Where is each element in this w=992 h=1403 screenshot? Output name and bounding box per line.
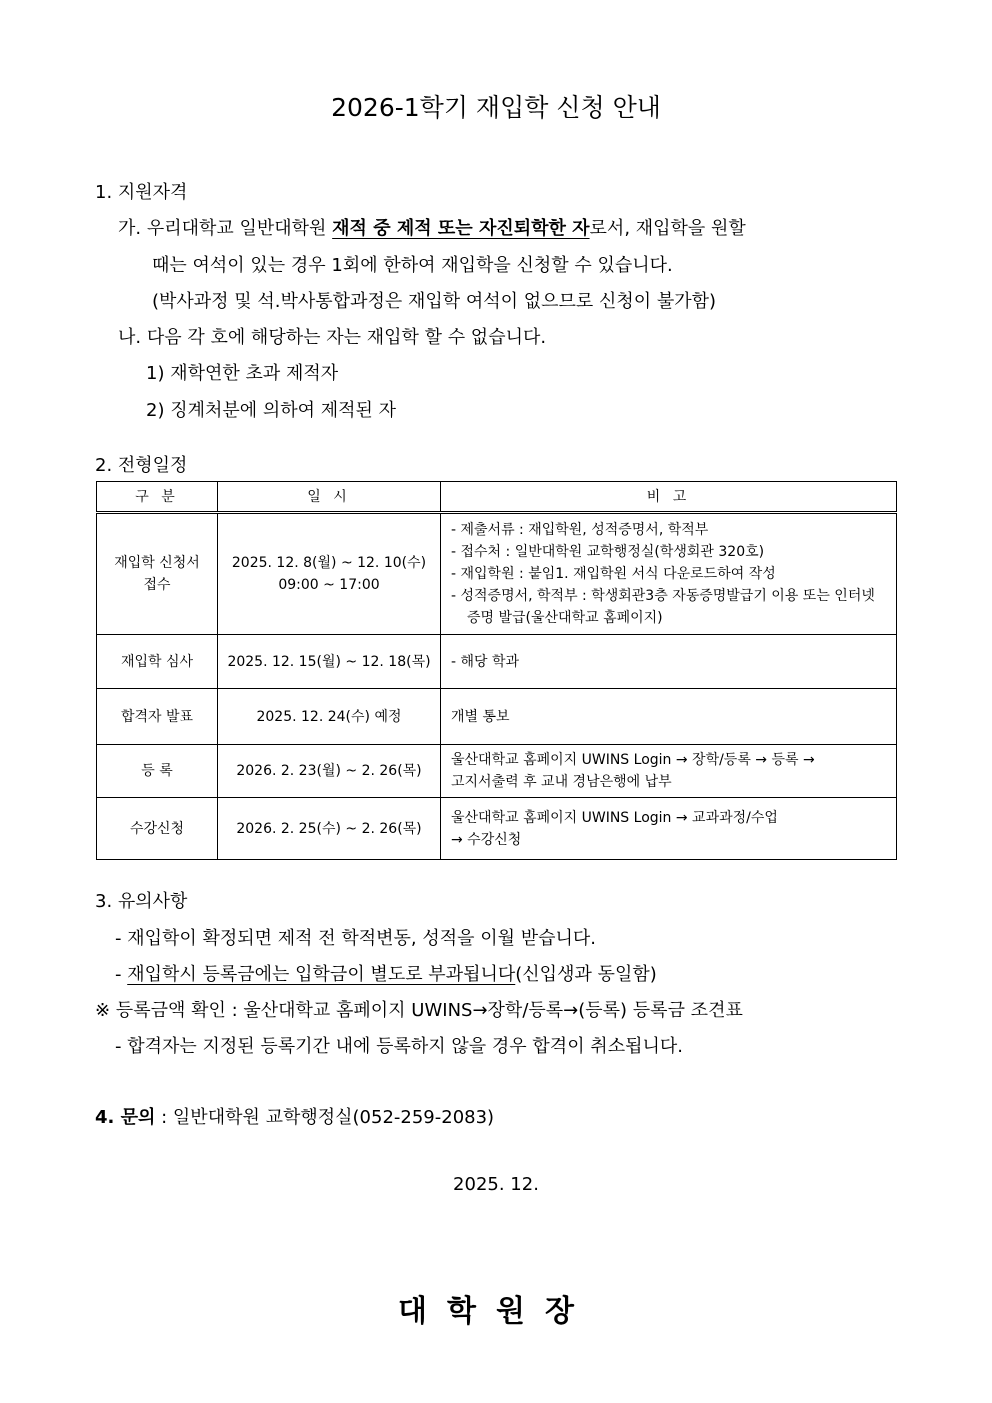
cell-note [441, 513, 897, 635]
cell-category: 수강신청 [97, 798, 218, 860]
note-item: - 재입학원 : 붙임1. 재입학원 서식 다운로드하여 작성 [451, 566, 776, 582]
s1-item-a-emphasis: 재적 중 제적 또는 자진퇴학한 자 [332, 218, 590, 239]
table-row [97, 745, 897, 798]
s1-item-a-pre: 가. 우리대학교 일반대학원 [118, 218, 333, 239]
table-row [97, 689, 897, 745]
header-date: 일 시 [218, 482, 441, 513]
section-2-heading: 2. 전형일정 [95, 455, 188, 476]
cell-date-line2: 09:00 ~ 17:00 [278, 577, 380, 593]
cell-category-line2: 접수 [143, 577, 171, 593]
table-row [97, 798, 897, 860]
cell-date: 2026. 2. 25(수) ~ 2. 26(목) [218, 798, 441, 860]
cell-note: - 해당 학과 [441, 635, 897, 689]
s1-item-a-post: 로서, 재입학을 원할 [589, 218, 746, 239]
s1-item-b: 나. 다음 각 호에 해당하는 자는 재입학 할 수 없습니다. [118, 327, 547, 348]
s3-note-2-dash: - [115, 964, 128, 985]
s3-note-2 [115, 960, 657, 986]
cell-category-line1: 재입학 신청서 [114, 555, 200, 571]
cell-note: 개별 통보 [441, 689, 897, 745]
contact-text: : 일반대학원 교학행정실(052-259-2083) [155, 1107, 495, 1128]
cell-note [441, 745, 897, 798]
note-item: - 접수처 : 일반대학원 교학행정실(학생회관 320호) [451, 544, 765, 560]
s3-note-4: - 합격자는 지정된 등록기간 내에 등록하지 않을 경우 합격이 취소됩니다. [115, 1036, 683, 1057]
cell-category: 재입학 심사 [97, 635, 218, 689]
note-item: - 제출서류 : 재입학원, 성적증명서, 학적부 [451, 522, 709, 538]
signature-title: 대학원장 [398, 1294, 594, 1329]
s3-note-2-emphasis: 재입학시 등록금에는 입학금이 별도로 부과됩니다 [127, 964, 516, 985]
schedule-table [96, 481, 897, 860]
page-title: 2026-1학기 재입학 신청 안내 [331, 93, 661, 122]
table-header-row [97, 482, 897, 513]
cell-note-line1: 울산대학교 홈페이지 UWINS Login → 교과과정/수업 [451, 809, 778, 826]
s3-note-1: - 재입학이 확정되면 제적 전 학적변동, 성적을 이월 받습니다. [115, 928, 597, 949]
cell-date: 2026. 2. 23(월) ~ 2. 26(목) [218, 745, 441, 798]
cell-category [97, 513, 218, 635]
s1-item-a-line3: (박사과정 및 석.박사통합과정은 재입학 여석이 없으므로 신청이 불가함) [152, 291, 717, 312]
cell-date [218, 513, 441, 635]
cell-note-line2: 고지서출력 후 교내 경남은행에 납부 [451, 774, 672, 790]
cell-category: 등 록 [97, 745, 218, 798]
s1-item-a-line1 [118, 214, 896, 240]
table-row [97, 635, 897, 689]
cell-category: 합격자 발표 [97, 689, 218, 745]
document-date: 2025. 12. [453, 1174, 539, 1195]
section-3-heading: 3. 유의사항 [95, 891, 188, 912]
section-4-contact [95, 1103, 494, 1129]
s1-item-a-line2: 때는 여석이 있는 경우 1회에 한하여 재입학을 신청할 수 있습니다. [152, 255, 673, 276]
s1-item-b2: 2) 징계처분에 의하여 제적된 자 [146, 400, 397, 421]
table-row [97, 513, 897, 635]
note-item: - 성적증명서, 학적부 : 학생회관3층 자동증명발급기 이용 또는 인터넷 증명 발급(울산대학교 홈페이지) [451, 588, 875, 626]
cell-date: 2025. 12. 15(월) ~ 12. 18(목) [218, 635, 441, 689]
cell-date: 2025. 12. 24(수) 예정 [218, 689, 441, 745]
s1-item-b1: 1) 재학연한 초과 제적자 [146, 363, 339, 384]
section-4-heading: 4. 문의 [95, 1107, 156, 1128]
cell-note [441, 798, 897, 860]
section-1-heading: 1. 지원자격 [95, 182, 188, 203]
cell-date-line1: 2025. 12. 8(월) ~ 12. 10(수) [231, 555, 427, 571]
header-category: 구 분 [97, 482, 218, 513]
cell-note-line1: 울산대학교 홈페이지 UWINS Login → 장학/등록 → 등록 → [451, 752, 815, 768]
s3-note-3: ※ 등록금액 확인 : 울산대학교 홈페이지 UWINS→장학/등록→(등록) 등록금 조견표 [95, 1000, 743, 1021]
cell-note-line2: → 수강신청 [451, 831, 522, 848]
s3-note-2-post: (신입생과 동일함) [515, 964, 657, 985]
header-note: 비 고 [441, 482, 897, 513]
